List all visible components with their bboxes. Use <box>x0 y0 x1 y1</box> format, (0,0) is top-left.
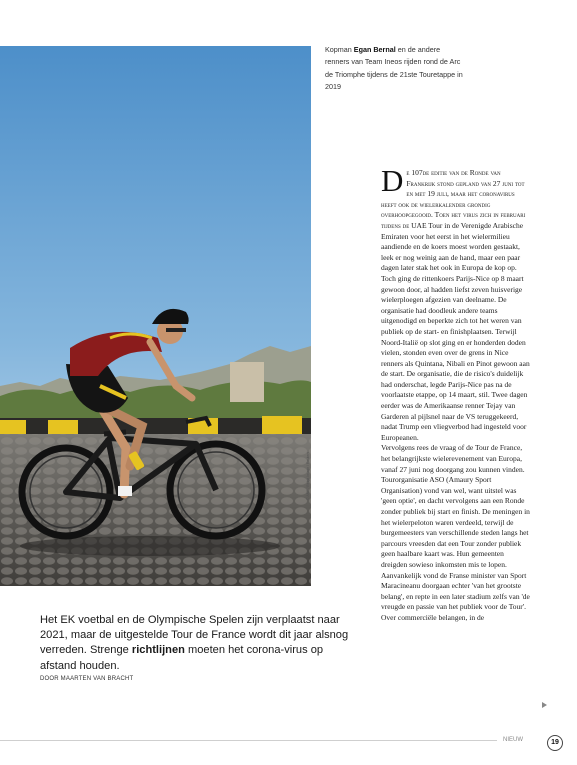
byline: DOOR MAARTEN VAN BRACHT <box>40 676 134 682</box>
footer-magazine: NIEUW <box>503 737 523 743</box>
cyclist-photo <box>0 46 311 586</box>
body-p1-abbrev: UAE <box>411 220 427 230</box>
page-number: 19 <box>547 735 563 751</box>
body-p1-start: e 107de editie van de Ronde van Frankrijk stond gepland van 27 juni tot en met 19 juli, maar het coronavirus heeft ook de wielerkalender grondig overhoopgegooid. Toen het virus zich in februari tijdens de <box>381 168 526 230</box>
intro-bold: richtlijnen <box>131 644 185 657</box>
continue-arrow-icon <box>542 702 547 708</box>
article-intro <box>40 613 360 674</box>
footer-rule <box>0 740 497 741</box>
intro-part-2: moeten het corona-virus op afstand houden. <box>40 644 324 672</box>
body-p1-rest: Tour in de Verenigde Arabische Emiraten voor het eerst in het wielermilieu aandiende en de koers moest worden gestaakt, leek er nog weinig aan de hand, maar een paar dagen later stak het ook in Europa de kop op. Toch ging de rittenkoers Parijs-Nice op 8 maart gewoon door, al hadden liefst zeven huisverige wielerploegen afgezien van deelname. De organisatie had doodleuk andere teams uitgenodigd en beperkte zich tot het weren van publiek op de start- en finishplaatsen. Terwijl Noord-Italië op slot ging en er honderden doden vielen, stonden even over de grens in Nice renners als Quintana, Nibali en Pinot gewoon aan de start. De organisatie, die de risico's duidelijk had onderschat, legde Parijs-Nice pas na de voorlaatste etappe, op 14 maart, stil. Twee dagen eerder was de Amerikaanse renner Tejay van Garderen al pijlsnel naar de VS teruggekeerd, nadat Trump een vliegverbod had ingesteld voor Europeanen. <box>381 220 530 442</box>
body-paragraph-1 <box>381 163 531 443</box>
body-paragraph-2: Vervolgens rees de vraag of de Tour de France, het belangrijkste wielerevenement van Europa, vanaf 27 juni nog doorgang zou kunnen vinden. Tourorganisatie ASO (Amaury Sport Organisation) vond van wel, want uitstel was 'geen optie', en dacht vervolgens aan een Ronde zonder publiek bij start en finish. De meningen in het wielerpeloton waren verdeeld, terwijl de burgemeesters van verschillende steden langs het parcours vreesden dat een Tour zonder publiek geen haalbare kaart was. Hun gemeenten dreigden sowieso inkomsten mis te lopen. Aanvankelijk vond de Franse minister van Sport Maracineanu doorgaan echter 'van het grootste belang', en repte in een later stadium zelfs van 'de vreugde en passie van het publiek voor de Tour'. Over commerciële belangen, in de <box>381 443 530 622</box>
caption-prefix: Kopman <box>325 45 354 54</box>
drop-cap: D <box>381 163 404 198</box>
photo-illustration <box>0 46 311 586</box>
photo-caption <box>325 44 465 94</box>
article-body <box>381 163 531 624</box>
caption-name: Egan Bernal <box>353 45 396 54</box>
intro-part-1: Het EK voetbal en de Olympische Spelen zijn verplaatst naar 2021, maar de uitgestelde Tour de France wordt dit jaar alsnog verreden. Strenge <box>40 614 349 657</box>
photo-credit: © ANP / Belga Image / Reuters <box>306 451 310 500</box>
caption-text: en de andere renners van Team Ineos rijden rond de Arc de Triomphe tijdens de 21ste Touretappe in 2019 <box>325 45 463 92</box>
